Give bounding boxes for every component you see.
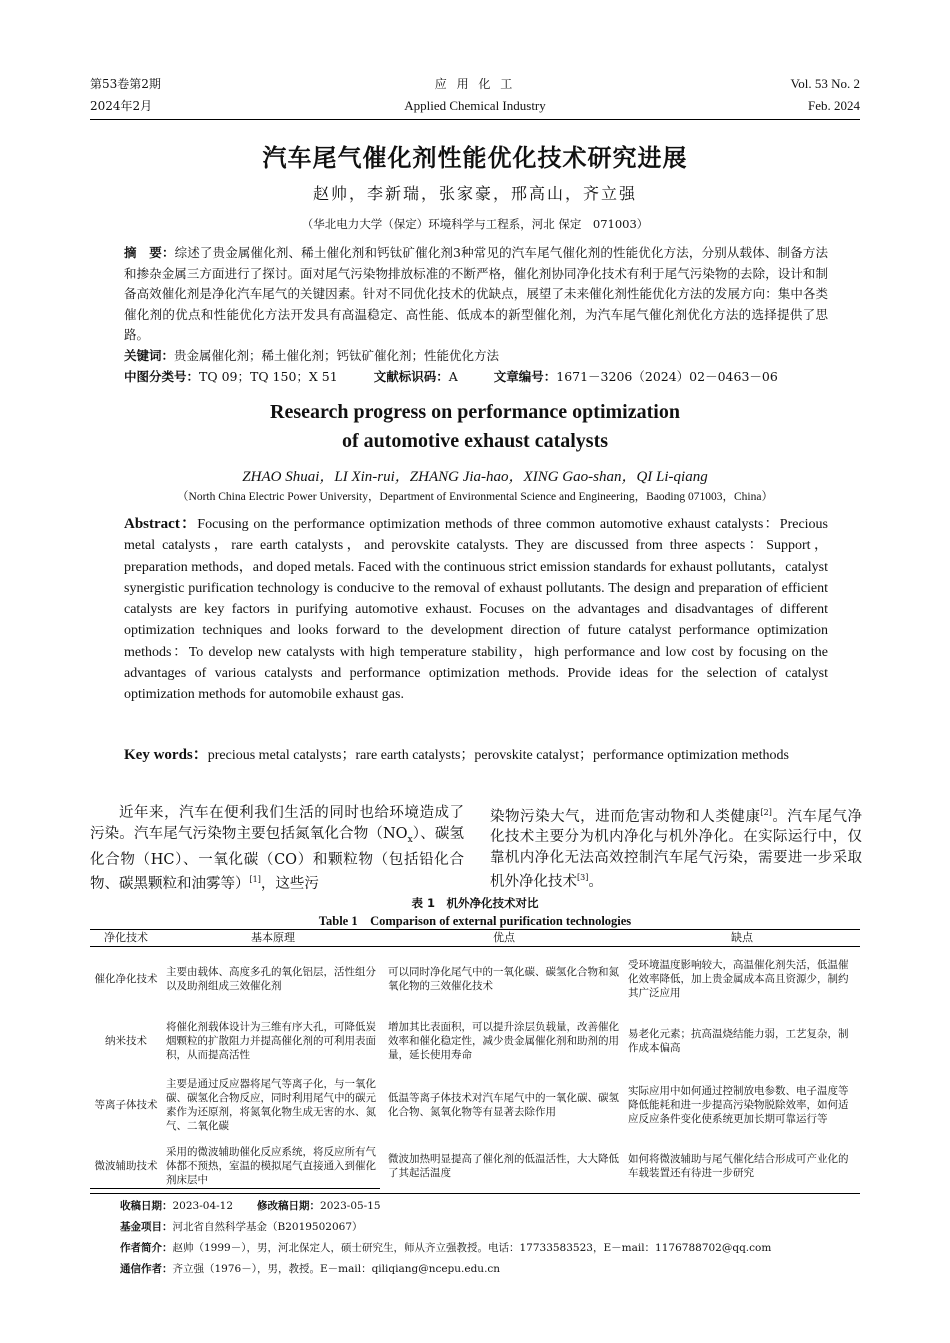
- header-rule: [90, 119, 860, 120]
- table-cell: 采用的微波辅助催化反应系统，将反应所有气体都不预热，室温的模拟尾气直接通入到催化剂床层中: [162, 1139, 384, 1194]
- table-row: [90, 1071, 860, 1139]
- table-cell: 易老化元素；抗高温烧结能力弱，工艺复杂，制作成本偏高: [628, 1027, 849, 1054]
- table-row: [90, 1139, 860, 1194]
- table-cell: 主要是通过反应器将尾气等离子化，与一氧化碳、碳氢化合物反应，同时利用尾气中的碳元素作为还原剂，将氮氧化物生成无害的水、氮气、二氧化碳: [166, 1077, 376, 1132]
- keywords-cn-label: 关键词：: [124, 348, 175, 363]
- table-cell: 将催化剂载体设计为三维有序大孔，可降低炭烟颗粒的扩散阻力并提高催化剂的可利用表面积，从而提高活性: [166, 1020, 376, 1061]
- abstract-en: [124, 514, 828, 706]
- table-cell: 增加其比表面积，可以提升涂层负载量，改善催化效率和催化稳定性，减少贵金属催化剂和助剂的用量，延长使用寿命: [388, 1020, 619, 1061]
- footnote-dates: [120, 1196, 860, 1217]
- body-right-part-b: 。汽车尾气净化技术主要分为机内净化与机外净化。在实际运行中，仅靠机内净化无法高效控制汽车尾气污染，需要进一步采取机外净化技术: [490, 808, 863, 891]
- table-cell: 主要由载体、高度多孔的氧化铝层，活性组分以及助剂组成三效催化剂: [166, 965, 376, 992]
- title-cn: 汽车尾气催化剂性能优化技术研究进展: [262, 144, 688, 172]
- footnote-fund: [120, 1217, 860, 1238]
- keywords-cn: [124, 346, 828, 367]
- title-en-line2: of automotive exhaust catalysts: [341, 430, 609, 452]
- authors-en: ZHAO Shuai，LI Xin-rui，ZHANG Jia-hao，XING Gao-shan，QI Li-qiang: [242, 469, 708, 485]
- table-cell: 催化净化技术: [94, 972, 158, 985]
- clc-value: TQ 09；TQ 150；X 51: [199, 369, 338, 384]
- footnote-rule: [90, 1188, 380, 1189]
- table-cell: 等离子体技术: [94, 1098, 158, 1111]
- table1-caption-en: Table 1 Comparison of external purification technologies: [318, 914, 632, 928]
- keywords-cn-text: 贵金属催化剂；稀土催化剂；钙钛矿催化剂；性能优化方法: [174, 348, 500, 363]
- bio-text: 赵帅（1999－），男，河北保定人，硕士研究生，师从齐立强教授。电话：17733583523，E－mail：1176788702@qq.com: [172, 1242, 772, 1254]
- header-volume-en: Vol. 53 No. 2: [790, 76, 860, 91]
- body-left-part-c: ，这些污: [260, 876, 319, 893]
- article-no-label: 文章编号：: [493, 369, 557, 384]
- fund-text: 河北省自然科学基金（B2019502067）: [172, 1221, 363, 1233]
- citation-2[interactable]: [2]: [760, 808, 772, 817]
- body-left-subscript: x: [407, 834, 413, 845]
- title-en-line1: Research progress on performance optimization: [270, 401, 680, 423]
- abstract-cn-label: 摘 要：: [124, 245, 175, 260]
- header-volume-cn: 第53卷第2期: [90, 77, 161, 91]
- article-no-value: 1671－3206（2024）02－0463－06: [556, 369, 778, 384]
- table-cell: 微波辅助技术: [90, 1139, 162, 1194]
- affiliation-en: （North China Electric Power University，Department of Environmental Science and Engineering，Baoding 071003，China）: [177, 491, 773, 503]
- table-row: [90, 1011, 860, 1071]
- received-label: 收稿日期：: [120, 1200, 173, 1212]
- header-journal-en: Applied Chemical Industry: [404, 98, 546, 113]
- footnote-author-bio: [120, 1238, 860, 1259]
- body-right-part-c: 。: [588, 874, 603, 891]
- clc-label: 中图分类号：: [124, 369, 200, 384]
- received-date: 2023-04-12: [172, 1200, 234, 1212]
- revised-label: 修改稿日期：: [257, 1200, 321, 1212]
- corresponding-label: 通信作者：: [120, 1263, 173, 1275]
- table1-caption-cn: 表 1 机外净化技术对比: [411, 896, 539, 910]
- abstract-en-text: Focusing on the performance optimization methods of three common automotive exhaust catalysts：Precious metal catalysts，rare earth catalysts，and perovskite catalysts. They are discussed from three aspects：Support，preparation methods，and doped metals. Faced with the continuous strict emission standards for exhaust pollutants，catalyst synergistic purification technology is conducive to the removal of exhaust pollutants. The design and preparation of efficient catalysts are key factors in purifying automotive exhaust. Focuses on the advantages and disadvantages of different optimization techniques and looks forward to the development direction of future catalyst performance optimization methods：To develop new catalysts with high temperature stability，high performance and low cost by focusing on the advantages of various catalysts and performance optimization methods. Provide ideas for the selection of catalyst optimization methods for automobile exhaust gas.: [124, 517, 829, 703]
- doc-code-value: A: [448, 369, 458, 384]
- table-cell: 微波加热明显提高了催化剂的低温活性，大大降低了其起活温度: [384, 1139, 624, 1194]
- header-journal-cn: 应 用 化 工: [434, 77, 516, 91]
- table-cell: 受环境温度影响较大，高温催化剂失活，低温催化效率降低，加上贵金属成本高且资源少，制约其广泛应用: [628, 958, 849, 999]
- citation-1[interactable]: [1]: [249, 875, 261, 885]
- table-cell: 纳米技术: [105, 1034, 147, 1047]
- body-left-part-a: 近年来，汽车在便利我们生活的同时也给环境造成了污染。汽车尾气污染物主要包括氮氧化合物（NO: [90, 805, 464, 842]
- bio-label: 作者简介：: [120, 1242, 173, 1254]
- col-header-disadvantages: 缺点: [624, 930, 860, 947]
- doc-code-label: 文献标识码：: [373, 369, 449, 384]
- body-left-part-b: ）、碳氢化合物（HC）、一氧化碳（CO）和颗粒物（包括铅化合物、碳黑颗粒和油雾等）: [90, 825, 465, 893]
- table-row: [90, 947, 860, 1011]
- table-cell: 可以同时净化尾气中的一氧化碳、碳氢化合物和氮氧化物的三效催化技术: [388, 965, 619, 992]
- comparison-table: [90, 930, 860, 1194]
- table-cell: 如何将微波辅助与尾气催化结合形成可产业化的车载装置还有待进一步研究: [624, 1139, 860, 1194]
- table-cell: 实际应用中如何通过控制放电参数、电子温度等降低能耗和进一步提高污染物脱除效率，如何适应反应条件变化使系统更加长期可靠运行等: [628, 1084, 849, 1125]
- affiliation-cn: （华北电力大学（保定）环境科学与工程系，河北 保定 071003）: [301, 217, 649, 231]
- keywords-en-text: precious metal catalysts；rare earth catalysts；perovskite catalyst；performance optimization methods: [207, 748, 789, 763]
- header-date-en: Feb. 2024: [808, 98, 860, 113]
- corresponding-text: 齐立强（1976－），男，教授。E－mail：qiliqiang@ncepu.edu.cn: [172, 1263, 501, 1275]
- header-date-cn: 2024年2月: [90, 99, 153, 113]
- col-header-principle: 基本原理: [162, 930, 384, 947]
- citation-3[interactable]: [3]: [577, 873, 589, 883]
- body-right-part-a: 染物污染大气，进而危害动物和人类健康: [490, 808, 761, 825]
- table-header-row: [90, 930, 860, 947]
- abstract-en-label: Abstract：: [124, 516, 198, 532]
- body-column-left: [90, 803, 464, 895]
- revised-date: 2023-05-15: [320, 1200, 381, 1212]
- classification-line: [124, 367, 828, 388]
- footnote-corresponding: [120, 1259, 860, 1280]
- authors-cn: 赵帅，李新瑞，张家豪，邢高山，齐立强: [312, 184, 637, 203]
- table-cell: 低温等离子体技术对汽车尾气中的一氧化碳、碳氢化合物、氮氧化物等有显著去除作用: [388, 1091, 619, 1118]
- col-header-technology: 净化技术: [90, 930, 162, 947]
- fund-label: 基金项目：: [120, 1221, 173, 1233]
- col-header-advantages: 优点: [384, 930, 624, 947]
- abstract-cn-text: 综述了贵金属催化剂、稀土催化剂和钙钛矿催化剂3种常见的汽车尾气催化剂的性能优化方法，分别从载体、制备方法和掺杂金属三方面进行了探讨。面对尾气污染物排放标准的不断严格，催化剂协同净化技术有利于尾气污染物的去除，设计和制备高效催化剂是净化汽车尾气的关键因素。针对不同优化技术的优缺点，展望了未来催化剂性能优化方法的发展方向：集中各类催化剂的优点和性能优化方法开发具有高温稳定、高性能、低成本的新型催化剂，为汽车尾气催化剂优化方法的选择提供了思路。: [124, 245, 828, 342]
- keywords-en: [124, 745, 828, 766]
- abstract-cn: [124, 243, 828, 346]
- keywords-en-label: Key words：: [124, 747, 208, 763]
- body-column-right: [490, 803, 862, 893]
